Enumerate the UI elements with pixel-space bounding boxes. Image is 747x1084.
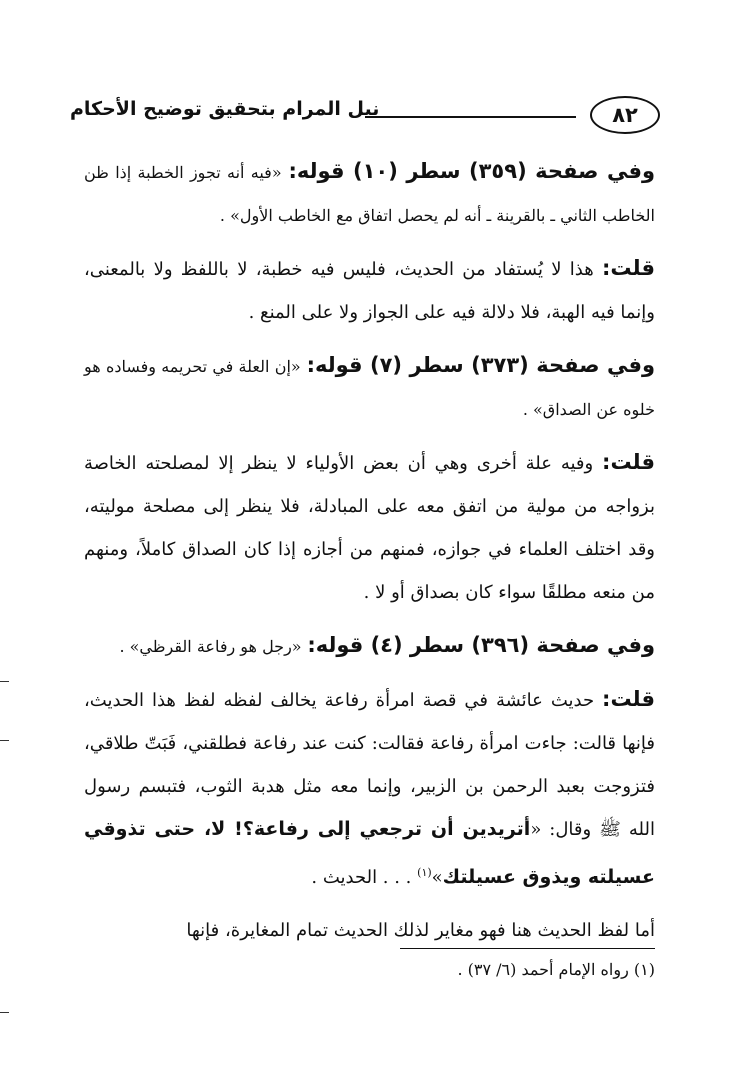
body-text: أما لفظ الحديث هنا فهو مغاير لذلك الحديث تمام المغايرة، فإنها: [186, 920, 655, 941]
scan-margin-mark: [0, 1012, 9, 1013]
footnote-reference[interactable]: (١): [417, 866, 432, 879]
comment-text: حديث عائشة في قصة امرأة رفاعة يخالف لفظه لفظ هذا الحديث، فإنها قالت: جاءت امرأة رفاعة فقالت: كنت عند رفاعة فطلقني، فَبَتّ طلاقي، فتزوجت بعبد الرحمن بن الزبير، وإنما معه مثل هدبة الثوب، فتبسم رسول الله ﷺ وقال: «: [84, 690, 655, 840]
comment-tail: . . . الحديث .: [311, 867, 412, 888]
page-number-badge: [590, 96, 660, 134]
paragraph-2: [84, 247, 655, 334]
paragraph-3: [84, 344, 655, 431]
paragraph-6: [84, 678, 655, 899]
comment-label: قلت:: [602, 450, 655, 474]
book-title: نيل المرام بتحقيق توضيح الأحكام: [70, 98, 380, 120]
paragraph-7: [84, 909, 655, 952]
header-rule: [365, 116, 576, 118]
quoted-text: «رجل هو رفاعة القرظي» .: [119, 637, 302, 656]
paragraph-4: [84, 441, 655, 614]
comment-label: قلت:: [602, 687, 655, 711]
page-body: [84, 150, 655, 952]
comment-text: وفيه علة أخرى وهي أن بعض الأولياء لا ينظر إلا لمصلحته الخاصة بزواجه من مولية من اتفق معه على المبادلة، فلا ينظر إلى مصلحة موليته، وقد اختلف العلماء في جوازه، فمنهم من أجازه إذا كان الصداق كاملاً، ومنهم من منعه مطلقًا سواء كان بصداق أو لا .: [84, 453, 655, 603]
comment-label: قلت:: [602, 256, 655, 280]
quoted-text: «إن العلة في تحريمه وفساده هو خلوه عن الصداق» .: [84, 357, 655, 419]
page-number: ٨٢: [612, 103, 638, 127]
paragraph-5: [84, 624, 655, 668]
hadith-quote: أتريدين أن ترجعي إلى رفاعة؟! لا، حتى تذوقي عسيلته ويذوق عسيلتك: [84, 818, 655, 888]
paragraph-1: [84, 150, 655, 237]
scan-margin-mark: [0, 681, 9, 682]
footnote-divider: [400, 948, 655, 949]
footnote: (١) رواه الإمام أحمد (٦/ ٣٧) .: [457, 960, 655, 979]
page-reference: وفي صفحة (٣٩٦) سطر (٤) قوله:: [307, 633, 655, 657]
scan-margin-mark: [0, 740, 9, 741]
comment-text: هذا لا يُستفاد من الحديث، فليس فيه خطبة، لا باللفظ ولا بالمعنى، وإنما فيه الهبة، فلا دلالة فيه على الجواز ولا على المنع .: [84, 259, 655, 323]
quoted-text: «فيه أنه تجوز الخطبة إذا ظن الخاطب الثاني ـ بالقرينة ـ أنه لم يحصل اتفاق مع الخاطب الأول» .: [84, 163, 655, 225]
page-reference: وفي صفحة (٣٥٩) سطر (١٠) قوله:: [288, 159, 655, 183]
page-reference: وفي صفحة (٣٧٣) سطر (٧) قوله:: [306, 353, 656, 377]
quote-close: »: [431, 867, 443, 888]
running-header: [70, 92, 660, 136]
